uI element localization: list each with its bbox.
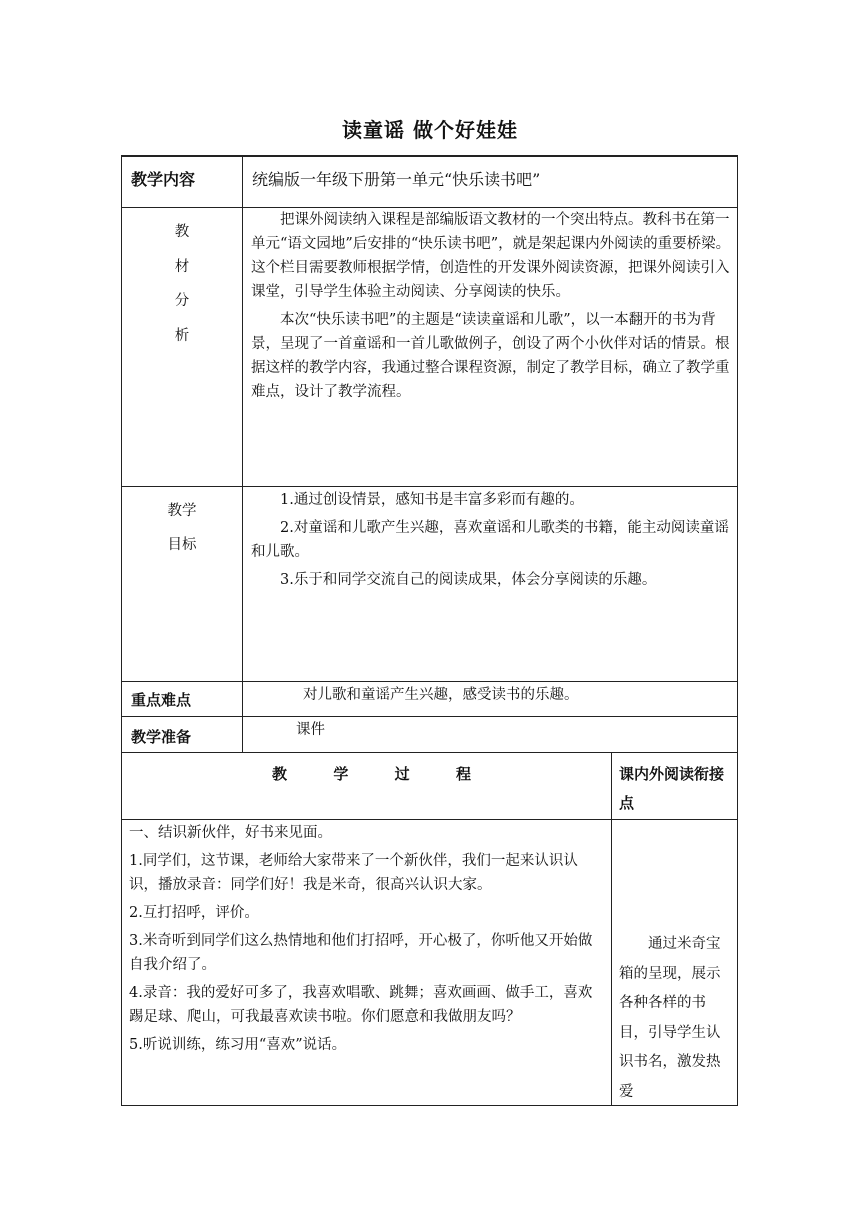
- reading-link-note: 通过米奇宝箱的呈现，展示各种各样的书目，引导学生认识书名，激发热爱: [619, 936, 721, 1100]
- goals-label-line: 目标: [167, 537, 197, 553]
- analysis-paragraph: 把课外阅读纳入课程是部编版语文教材的一个突出特点。教科书在第一单元“语文园地”后安排的“快乐读书吧”，就是架起课内外阅读的重要桥梁。这个栏目需要教师根据学情，创造性的开发课外阅读资源，把课外阅读引入课堂，引导学生体验主动阅读、分享阅读的快乐。: [251, 212, 731, 300]
- content-label: 教学内容: [131, 170, 196, 189]
- goals-list: [251, 488, 733, 592]
- reading-link-header: 课内外阅读衔接点: [619, 765, 725, 812]
- process-header-char: 学: [333, 765, 349, 783]
- page-title: 读童谣 做个好娃娃: [342, 118, 518, 142]
- goal-item: 2.对童谣和儿歌产生兴趣，喜欢童谣和儿歌类的书籍，能主动阅读童谣和儿歌。: [251, 520, 729, 560]
- process-step: 5.听说训练，练习用“喜欢”说话。: [129, 1037, 347, 1053]
- process-header: [122, 762, 611, 786]
- goal-item: 3.乐于和同学交流自己的阅读成果，体会分享阅读的乐趣。: [280, 572, 657, 588]
- process-header-char: 教: [272, 765, 288, 783]
- content-value: 统编版一年级下册第一单元“快乐读书吧”: [252, 170, 541, 189]
- preparation-value: 课件: [296, 722, 325, 738]
- process-steps: [129, 821, 605, 1057]
- process-step: 3.米奇听到同学们这么热情地和他们打招呼，开心极了，你听他又开始做自我介绍了。: [129, 933, 593, 973]
- process-header-char: 过: [394, 765, 410, 783]
- process-step: 2.互打招呼，评价。: [129, 905, 259, 921]
- goal-item: 1.通过创设情景，感知书是丰富多彩而有趣的。: [280, 492, 584, 508]
- process-step: 一、结识新伙伴，好书来见面。: [129, 825, 332, 841]
- goals-label: [122, 494, 242, 562]
- analysis-label: [122, 215, 242, 353]
- key-points-label: 重点难点: [131, 691, 192, 709]
- process-header-char: 程: [455, 765, 471, 783]
- analysis-paragraph: 本次“快乐读书吧”的主题是“读读童谣和儿歌”，以一本翻开的书为背景，呈现了一首童谣和一首儿歌做例子，创设了两个小伙伴对话的情景。根据这样的教学内容，我通过整合课程资源，制定了教学目标，确立了教学重难点，设计了教学流程。: [251, 312, 730, 400]
- process-step: 1.同学们，这节课，老师给大家带来了一个新伙伴，我们一起来认识认识，播放录音：同学们好！我是米奇，很高兴认识大家。: [129, 853, 578, 893]
- analysis-label-char: 分: [174, 293, 190, 309]
- analysis-text: [251, 208, 733, 404]
- key-points-value: 对儿歌和童谣产生兴趣，感受读书的乐趣。: [303, 687, 579, 703]
- process-step: 4.录音：我的爱好可多了，我喜欢唱歌、跳舞；喜欢画画、做手工，喜欢踢足球、爬山，可我最喜欢读书啦。你们愿意和我做朋友吗？: [129, 985, 593, 1025]
- analysis-label-char: 析: [174, 327, 190, 344]
- analysis-label-char: 材: [174, 258, 190, 275]
- preparation-label: 教学准备: [131, 728, 192, 746]
- analysis-label-char: 教: [174, 224, 190, 240]
- goals-label-line: 教学: [167, 503, 197, 519]
